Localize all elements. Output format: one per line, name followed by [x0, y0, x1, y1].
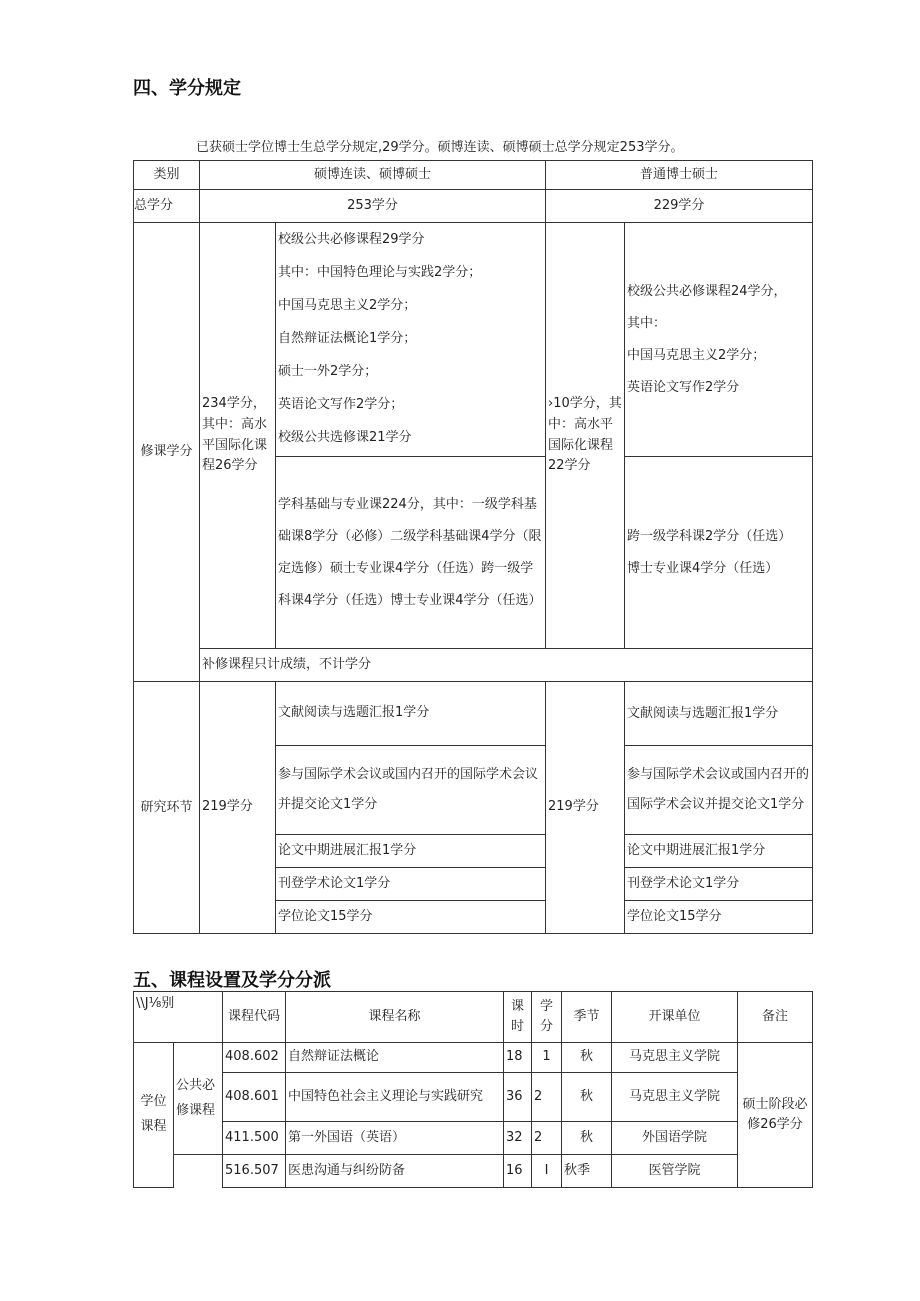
- total-credits-a: 253学分: [200, 190, 546, 223]
- course-table: [133, 991, 813, 1188]
- course-unit: 马克思主义学院: [612, 1043, 738, 1073]
- hours-header: 课时: [504, 992, 532, 1043]
- research-a-total: 219学分: [200, 682, 276, 934]
- unit-header: 开课单位: [612, 992, 738, 1043]
- course-b-public: [625, 223, 813, 457]
- list-item: 中国马克思主义2学分；: [278, 298, 417, 313]
- note-header: 备注: [738, 992, 813, 1043]
- list-item: 中国马克思主义2学分；: [627, 347, 766, 363]
- course-credit: 2: [532, 1122, 562, 1155]
- table-row: [134, 1155, 813, 1188]
- list-item: 英语论文写作2学分: [627, 379, 740, 395]
- list-item: 跨一级学科课2学分（任选）: [627, 528, 792, 544]
- course-b-subject: [625, 457, 813, 649]
- degree-course-group: 学位课程: [134, 1043, 174, 1188]
- course-code: 411.500: [223, 1122, 286, 1155]
- list-item: 校级公共必修课程24学分，: [627, 283, 787, 299]
- credits-table: [133, 160, 813, 934]
- course-b-total: ›10学分，其中：高水平国际化课程22学分: [546, 223, 625, 649]
- credit-header: 学分: [532, 992, 562, 1043]
- research-a-item: 刊登学术论文1学分: [276, 868, 546, 901]
- course-credit: 1: [532, 1043, 562, 1073]
- research-b-total: 219学分: [546, 682, 625, 934]
- category-header: \\J⅛别: [134, 992, 223, 1043]
- list-item: 其中：中国特色理论与实践2学分；: [278, 265, 482, 280]
- makeup-note: 补修课程只计成绩，不计学分: [200, 649, 813, 682]
- research-b-item: 参与国际学术会议或国内召开的国际学术会议并提交论文1学分: [625, 746, 813, 835]
- research-label: 研究环节: [134, 682, 200, 934]
- course-hours: 18: [504, 1043, 532, 1073]
- course-name: 医患沟通与纠纷防备: [286, 1155, 504, 1188]
- course-remark: 硕士阶段必修26学分: [738, 1043, 813, 1188]
- course-season: 秋季: [562, 1155, 612, 1188]
- research-b-item: 刊登学术论文1学分: [625, 868, 813, 901]
- course-unit: 马克思主义学院: [612, 1073, 738, 1122]
- research-a-item: 参与国际学术会议或国内召开的国际学术会议并提交论文1学分: [276, 746, 546, 835]
- course-unit: 医管学院: [612, 1155, 738, 1188]
- code-header: 课程代码: [223, 992, 286, 1043]
- list-item: 硕士一外2学分；: [278, 364, 378, 379]
- list-item: 校级公共必修课程29学分: [278, 232, 425, 247]
- research-a-item: 学位论文15学分: [276, 901, 546, 934]
- course-code: 408.602: [223, 1043, 286, 1073]
- table-row: [134, 1073, 813, 1122]
- list-item: 英语论文写作2学分；: [278, 397, 404, 412]
- credits-intro: 已获硕士学位博士生总学分规定,29学分。硕博连读、硕博硕士总学分规定253学分。: [196, 140, 684, 155]
- course-hours: 16: [504, 1155, 532, 1188]
- col-b-header: 普通博士硕士: [546, 161, 813, 190]
- list-item: 自然辩证法概论1学分；: [278, 331, 417, 346]
- course-a-subject: 学科基础与专业课224分，其中：一级学科基础课8学分（必修）二级学科基础课4学分（限定选修）硕士专业课4学分（任选）跨一级学科课4学分（任选）博士专业课4学分（任选）: [276, 457, 546, 649]
- public-required-group: 公共必修课程: [174, 1043, 223, 1155]
- season-header: 季节: [562, 992, 612, 1043]
- course-name: 第一外国语（英语）: [286, 1122, 504, 1155]
- col-a-header: 硕博连读、硕博硕士: [200, 161, 546, 190]
- list-item: 校级公共选修课21学分: [278, 430, 412, 445]
- course-hours: 36: [504, 1073, 532, 1122]
- research-b-item: 学位论文15学分: [625, 901, 813, 934]
- course-a-public: [276, 223, 546, 457]
- course-credit: I: [532, 1155, 562, 1188]
- total-credits-b: 229学分: [546, 190, 813, 223]
- research-a-item: 文献阅读与选题汇报1学分: [276, 682, 546, 746]
- course-code: 516.507: [223, 1155, 286, 1188]
- table-row: [134, 1043, 813, 1073]
- course-a-total: 234学分，其中：高水平国际化课程26学分: [200, 223, 276, 649]
- course-credit: 2: [532, 1073, 562, 1122]
- course-hours: 32: [504, 1122, 532, 1155]
- category-header: 类别: [134, 161, 200, 190]
- research-b-item: 论文中期进展汇报1学分: [625, 835, 813, 868]
- total-credits-label: 总学分: [134, 190, 200, 223]
- spacer-cell: [174, 1155, 223, 1188]
- course-credits-label: 修课学分: [134, 223, 200, 682]
- course-name: 中国特色社会主义理论与实践研究: [286, 1073, 504, 1122]
- research-b-item: 文献阅读与选题汇报1学分: [625, 682, 813, 746]
- course-name: 自然辩证法概论: [286, 1043, 504, 1073]
- course-season: 秋: [562, 1122, 612, 1155]
- course-code: 408.601: [223, 1073, 286, 1122]
- course-unit: 外国语学院: [612, 1122, 738, 1155]
- table-row: [134, 1122, 813, 1155]
- research-a-item: 论文中期进展汇报1学分: [276, 835, 546, 868]
- list-item: 博士专业课4学分（任选）: [627, 560, 779, 576]
- course-season: 秋: [562, 1043, 612, 1073]
- section4-title: 四、学分规定: [133, 78, 241, 99]
- course-season: 秋: [562, 1073, 612, 1122]
- list-item: 其中：: [627, 315, 667, 331]
- section5-title: 五、课程设置及学分分派: [133, 970, 331, 991]
- name-header: 课程名称: [286, 992, 504, 1043]
